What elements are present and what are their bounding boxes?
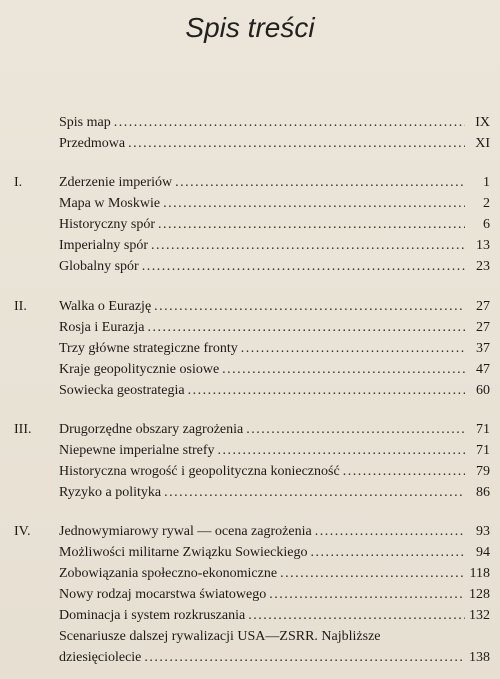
- toc-entry: [14, 338, 490, 360]
- entry-title: Drugorzędne obszary zagrożenia: [59, 422, 244, 437]
- dot-leader: [151, 235, 465, 257]
- page-number: 71: [476, 443, 490, 458]
- chapter-number: I.: [14, 175, 23, 190]
- dot-leader: [142, 256, 465, 278]
- page-number: 23: [476, 259, 490, 274]
- toc-entry: [14, 112, 490, 134]
- page-number: 27: [476, 320, 490, 335]
- page-number: 60: [476, 383, 490, 398]
- toc-entry: [14, 317, 490, 339]
- entry-title: Zderzenie imperiów: [59, 175, 173, 190]
- toc-entry: [14, 193, 490, 215]
- page-number: IX: [475, 115, 490, 130]
- dot-leader: [248, 605, 465, 627]
- page-number: 47: [476, 362, 490, 377]
- dot-leader: [280, 563, 465, 585]
- entry-title: Imperialny spór: [59, 238, 149, 253]
- entry-title: Przedmowa: [59, 136, 126, 151]
- dot-leader: [343, 461, 465, 483]
- page-number: 93: [476, 524, 490, 539]
- toc-entry: [14, 214, 490, 236]
- entry-title: Sowiecka geostrategia: [59, 383, 185, 398]
- toc-entry: [14, 380, 490, 402]
- toc-entry: [14, 256, 490, 278]
- entry-title: Historyczny spór: [59, 217, 156, 232]
- dot-leader: [175, 172, 465, 194]
- page-number: 1: [483, 175, 490, 190]
- toc-entry: [14, 461, 490, 483]
- toc-entry: [14, 482, 490, 504]
- chapter-number: IV.: [14, 524, 31, 539]
- entry-title: Globalny spór: [59, 259, 139, 274]
- chapter-number: III.: [14, 422, 32, 437]
- toc-entry: [14, 440, 490, 462]
- page-number: 6: [483, 217, 490, 232]
- toc-entry: [14, 542, 490, 564]
- dot-leader: [241, 338, 465, 360]
- dot-leader: [154, 296, 465, 318]
- page-number: 2: [483, 196, 490, 211]
- entry-title: Jednowymiarowy rywal — ocena zagrożenia: [59, 524, 312, 539]
- dot-leader: [114, 112, 465, 134]
- dot-leader: [310, 542, 465, 564]
- page-number: 79: [476, 464, 490, 479]
- entry-title: Rosja i Eurazja: [59, 320, 145, 335]
- dot-leader: [144, 647, 465, 669]
- chapter-number: II.: [14, 299, 27, 314]
- page-number: 86: [476, 485, 490, 500]
- entry-title: Zobowiązania społeczno-ekonomiczne: [59, 566, 278, 581]
- toc-entry: [14, 359, 490, 381]
- toc-entry: [14, 563, 490, 585]
- entry-title: Kraje geopolitycznie osiowe: [59, 362, 220, 377]
- page-number: 132: [469, 608, 490, 623]
- dot-leader: [148, 317, 465, 339]
- entry-title-line-2: dziesięciolecie: [59, 650, 142, 665]
- entry-title: Trzy główne strategiczne fronty: [59, 341, 238, 356]
- page-number: 138: [469, 650, 490, 665]
- page-number: 37: [476, 341, 490, 356]
- dot-leader: [246, 419, 465, 441]
- dot-leader: [188, 380, 465, 402]
- page-title: Spis treści: [185, 12, 315, 43]
- entry-title: Ryzyko a polityka: [59, 485, 162, 500]
- page-number: 71: [476, 422, 490, 437]
- toc-entry: [14, 172, 490, 194]
- page-number: 13: [476, 238, 490, 253]
- toc-entry: [14, 235, 490, 257]
- toc-entry: [14, 521, 490, 543]
- dot-leader: [269, 584, 465, 606]
- entry-title: Walka o Eurazję: [59, 299, 152, 314]
- dot-leader: [315, 521, 465, 543]
- entry-title: Nowy rodzaj mocarstwa światowego: [59, 587, 267, 602]
- dot-leader: [128, 133, 465, 155]
- page-number: 128: [469, 587, 490, 602]
- toc-entry: [14, 647, 490, 669]
- entry-title: Historyczna wrogość i geopolityczna konieczność: [59, 464, 340, 479]
- entry-title: Mapa w Moskwie: [59, 196, 161, 211]
- entry-title-line-1: Scenariusze dalszej rywalizacji USA—ZSRR. Najbliższe: [59, 629, 381, 644]
- toc-entry: [14, 584, 490, 606]
- dot-leader: [218, 440, 466, 462]
- dot-leader: [163, 193, 465, 215]
- page-number: XI: [475, 136, 490, 151]
- toc-entry: [14, 605, 490, 627]
- toc-entry: [14, 419, 490, 441]
- page-number: 27: [476, 299, 490, 314]
- entry-title: Dominacja i system rozkruszania: [59, 608, 246, 623]
- dot-leader: [222, 359, 465, 381]
- entry-title: Możliwości militarne Związku Sowieckiego: [59, 545, 308, 560]
- toc-entry: [14, 133, 490, 155]
- dot-leader: [158, 214, 465, 236]
- entry-title: Niepewne imperialne strefy: [59, 443, 215, 458]
- toc-entry: [14, 296, 490, 318]
- dot-leader: [164, 482, 465, 504]
- page-number: 118: [469, 566, 490, 581]
- page-number: 94: [476, 545, 490, 560]
- entry-title: Spis map: [59, 115, 111, 130]
